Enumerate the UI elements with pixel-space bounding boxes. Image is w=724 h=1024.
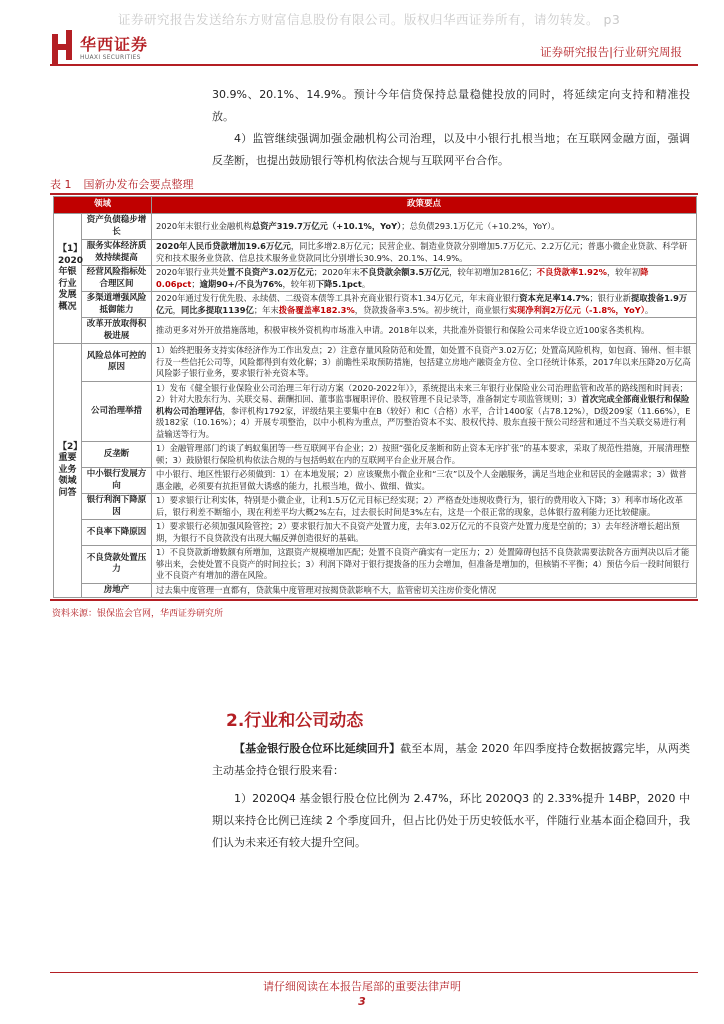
field-cell: 公司治理举措 [82,381,152,442]
field-cell: 不良率下降原因 [82,520,152,546]
bold-text: 总资产319.7万亿元（+10.1%，YoY） [251,220,402,231]
bold-text: 2020年人民币贷款增加19.6万亿元 [156,241,291,251]
highlight-text: 实现净利润2万亿元（-1.8%，YoY） [508,304,645,315]
policy-cell: 2020年银行业共处置不良资产3.02万亿元；2020年末不良贷款余额3.5万亿元，较年初增加2816亿；不良贷款率1.92%，较年初降0.06pct；逾期90+/不良为76%，较年初下降5.1pct。 [152,266,697,292]
policy-cell: 1）始终把服务支持实体经济作为工作出发点；2）注意存量风险防范和处置，如处置不良资产3.02万亿；处置高风险机构，如包商、锦州、恒丰银行及一些信托公司等，风险都得到有效化解；3）前瞻性采取预防措施，包括建立房地产融资金方位、全口径统计体系，2017年以来压降20万亿高风险影子银行业务，要求银行补充资本等。 [152,344,697,382]
field-cell: 中小银行发展方向 [82,468,152,494]
table-row [54,240,697,266]
bold-text: 不良贷款余额3.5万亿元 [359,267,450,277]
field-cell: 改革开放取得积极进展 [82,318,152,344]
page-number: 3 [358,995,366,1008]
field-cell: 房地产 [82,583,152,598]
table-row [54,214,697,240]
header-policy: 政策要点 [152,197,697,214]
header-divider [50,64,698,66]
field-cell: 银行利润下降原因 [82,494,152,520]
table-row [54,344,697,382]
intro-paragraph-2: 4）监管继续强调加强金融机构公司治理，以及中小银行扎根当地；在互联网金融方面，强调反垄断，也提出鼓励银行等机构依法合规与互联网平台合作。 [212,132,690,167]
table-row [54,318,697,344]
highlight-text: 拨备覆盖率182.3% [278,304,355,315]
bold-text: 首次完成全部商业银行和保险机构公司治理评估 [156,394,690,416]
header-field: 领域 [54,197,152,214]
logo-text: 华西证券 [80,35,149,54]
table-top-rule [50,193,698,195]
table-row [54,520,697,546]
table-row [54,381,697,442]
table-row [54,292,697,318]
bold-text: 同比多提取1139亿 [180,304,254,315]
policy-cell: 中小银行、地区性银行必须做到：1）在本地发展；2）应该聚焦小微企业和“三农”以及个人金融服务，满足当地企业和居民的金融需求；3）做普惠金融，必须要有抗拒冒做大诱惑的能力，扎根当地，做小、做细、做实。 [152,468,697,494]
highlight-text: 降0.06pct [156,267,649,289]
table-row [54,494,697,520]
section-title: 2.行业和公司动态 [226,711,364,731]
bold-text: 提取拨备1.9万亿元 [156,293,688,315]
table-row [54,546,697,584]
table-row [54,266,697,292]
table-body [54,214,697,598]
source-note: 资料来源：银保监会官网，华西证券研究所 [52,609,224,619]
bold-text: 逾期90+/不良为76% [199,278,283,289]
policy-cell: 推动更多对外开放措施落地，积极审核外资机构市场准入申请。2018年以来，共批准外资银行和保险公司来华设立近100家各类机构。 [152,318,697,344]
bold-text: 置不良资产3.02万亿元 [226,267,314,277]
policy-cell: 过去集中度管理一直都有，贷款集中度管理对按揭贷款影响不大，监管密切关注房价变化情况 [152,583,697,598]
field-cell: 不良贷款处置压力 [82,546,152,584]
policy-cell: 2020年通过发行优先股、永续债、二级资本债等工具补充商业银行资本1.34万亿元，年末商业银行资本充足率14.7%；银行业新提取拨备1.9万亿元，同比多提取1139亿；年末拨备覆盖率182.3%，贷款拨备率3.5%。初步统计，商业银行实现净利润2万亿元（-1.8%，YoY）。 [152,292,697,318]
field-cell: 服务实体经济质效持续提高 [82,240,152,266]
policy-cell: 2020年人民币贷款增加19.6万亿元，同比多增2.8万亿元；民营企业、制造业贷款分别增加5.7万亿元、2.2万亿元；普惠小微企业贷款、科学研究和技术服务业贷款、信息技术服务业贷款同比分别增长30.9%、20.1%、14.9%。 [152,240,697,266]
logo-subtext: HUAXI SECURITIES [80,54,141,61]
policy-cell: 1）要求银行必须加强风险管控；2）要求银行加大不良资产处置力度，去年3.02万亿元的不良资产处置力度是空前的；3）去年经济增长超出预期，为银行不良贷款没有出现大幅反弹创造很好的基础。 [152,520,697,546]
field-cell: 反垄断 [82,442,152,468]
policy-cell: 2020年末银行业金融机构总资产319.7万亿元（+10.1%，YoY）；总负债293.1万亿元（+10.2%，YoY）。 [152,214,697,240]
table-row [54,583,697,598]
policy-cell: 1）金融管理部门约谈了蚂蚁集团等一些互联网平台企业；2）按照“强化反垄断和防止资本无序扩张”的基本要求，采取了规范性措施，开展清理整顿；3）鼓励银行保险机构依法合规的与包括蚂蚁在内的互联网平台企业开展合作。 [152,442,697,468]
table-row [54,468,697,494]
section-cell-overview: 【1】2020年银行业发展概况 [54,214,82,344]
report-type: 证券研究报告|行业研究周报 [540,45,682,59]
field-cell: 资产负债稳步增长 [82,214,152,240]
section-lead-rest: 截至本周，基金 2020 年四季度持仓数据披露完毕，从两类主动基金持仓银行股来看： [212,742,690,777]
logo-mark-icon [52,30,72,64]
field-cell: 风险总体可控的原因 [82,344,152,382]
section-lead: 【基金银行股仓位环比延续回升】 [234,742,401,755]
policy-cell: 1）要求银行让利实体，特别是小微企业，让利1.5万亿元目标已经实现；2）严格查处违规收费行为，银行的费用收入下降；3）利率市场化改革后，银行利差不断缩小，现在利差平均大概2%左右，过去很长时间是3%左右，这是一个很正常的现象，总体银行盈利能力还比较健康。 [152,494,697,520]
table-title: 国新办发布会要点整理 [83,178,194,191]
footer-note: 请仔细阅读在本报告尾部的重要法律声明 [263,980,461,993]
table-bottom-rule [50,599,698,601]
footer-divider [50,972,698,973]
bold-text: 资本充足率14.7% [519,293,590,303]
field-cell: 经营风险指标处合理区间 [82,266,152,292]
policy-cell: 1）发布《健全银行业保险业公司治理三年行动方案（2020-2022年）》，系统提出未来三年银行业保险业公司治理监管和改革的路线图和时间表；2）针对大股东行为、关联交易、薪酬扣回、董事监事履职评价、股权管理不良记录等，准备制定专项监管规则；3）首次完成全部商业银行和保险机构公司治理评估，参评机构1792家，评级结果主要集中在B（较好）和C（合格）水平，合计1400家（占78.12%），D级209家（11.66%），E级182家（10.16%）；4）开展专项整治，以中小机构为重点，严厉整治资本不实、股权代持、股东直接干预公司经营和通过不当关联交易进行利益输送等行为。 [152,381,697,442]
policy-cell: 1）不良贷款新增数额有所增加，这跟资产规模增加匹配；处置不良资产确实有一定压力；2）处置障碍包括不良贷款需要法院各方面判决以后才能够出来，会使处置不良资产的时间拉长；3）利润下降对于银行提拨备的压力会增加，但准备是增加的，但核销不平衡；4）预估今后一段时间银行业不良资产有增加的潜在风险。 [152,546,697,584]
highlight-text: 不良贷款率1.92% [536,267,607,277]
table-header-row [54,197,697,214]
section-paragraph-2: 1）2020Q4 基金银行股仓位比例为 2.47%，环比 2020Q3 的 2.33%提升 14BP，2020 中期以来持仓比例已连续 2 个季度回升，但占比仍处于历史较低水平，伴随行业基本面企稳回升，我们认为未来还有较大提升空间。 [212,792,690,849]
table-caption [50,176,206,192]
table-label: 表 1 [50,178,72,191]
policy-table [53,196,697,598]
section-cell-qa: 【2】重要业务领域问答 [54,344,82,598]
section-paragraph-1 [212,738,690,782]
bold-text: 下降5.1pct [315,278,362,289]
table-row [54,442,697,468]
intro-paragraph-1: 30.9%、20.1%、14.9%。预计今年信贷保持总量稳健投放的同时，将延续定向支持和精准投放。 [212,88,690,123]
watermark: 证券研究报告发送给东方财富信息股份有限公司。版权归华西证券所有，请勿转发。 p3 [118,12,621,27]
field-cell: 多渠道增强风险抵御能力 [82,292,152,318]
